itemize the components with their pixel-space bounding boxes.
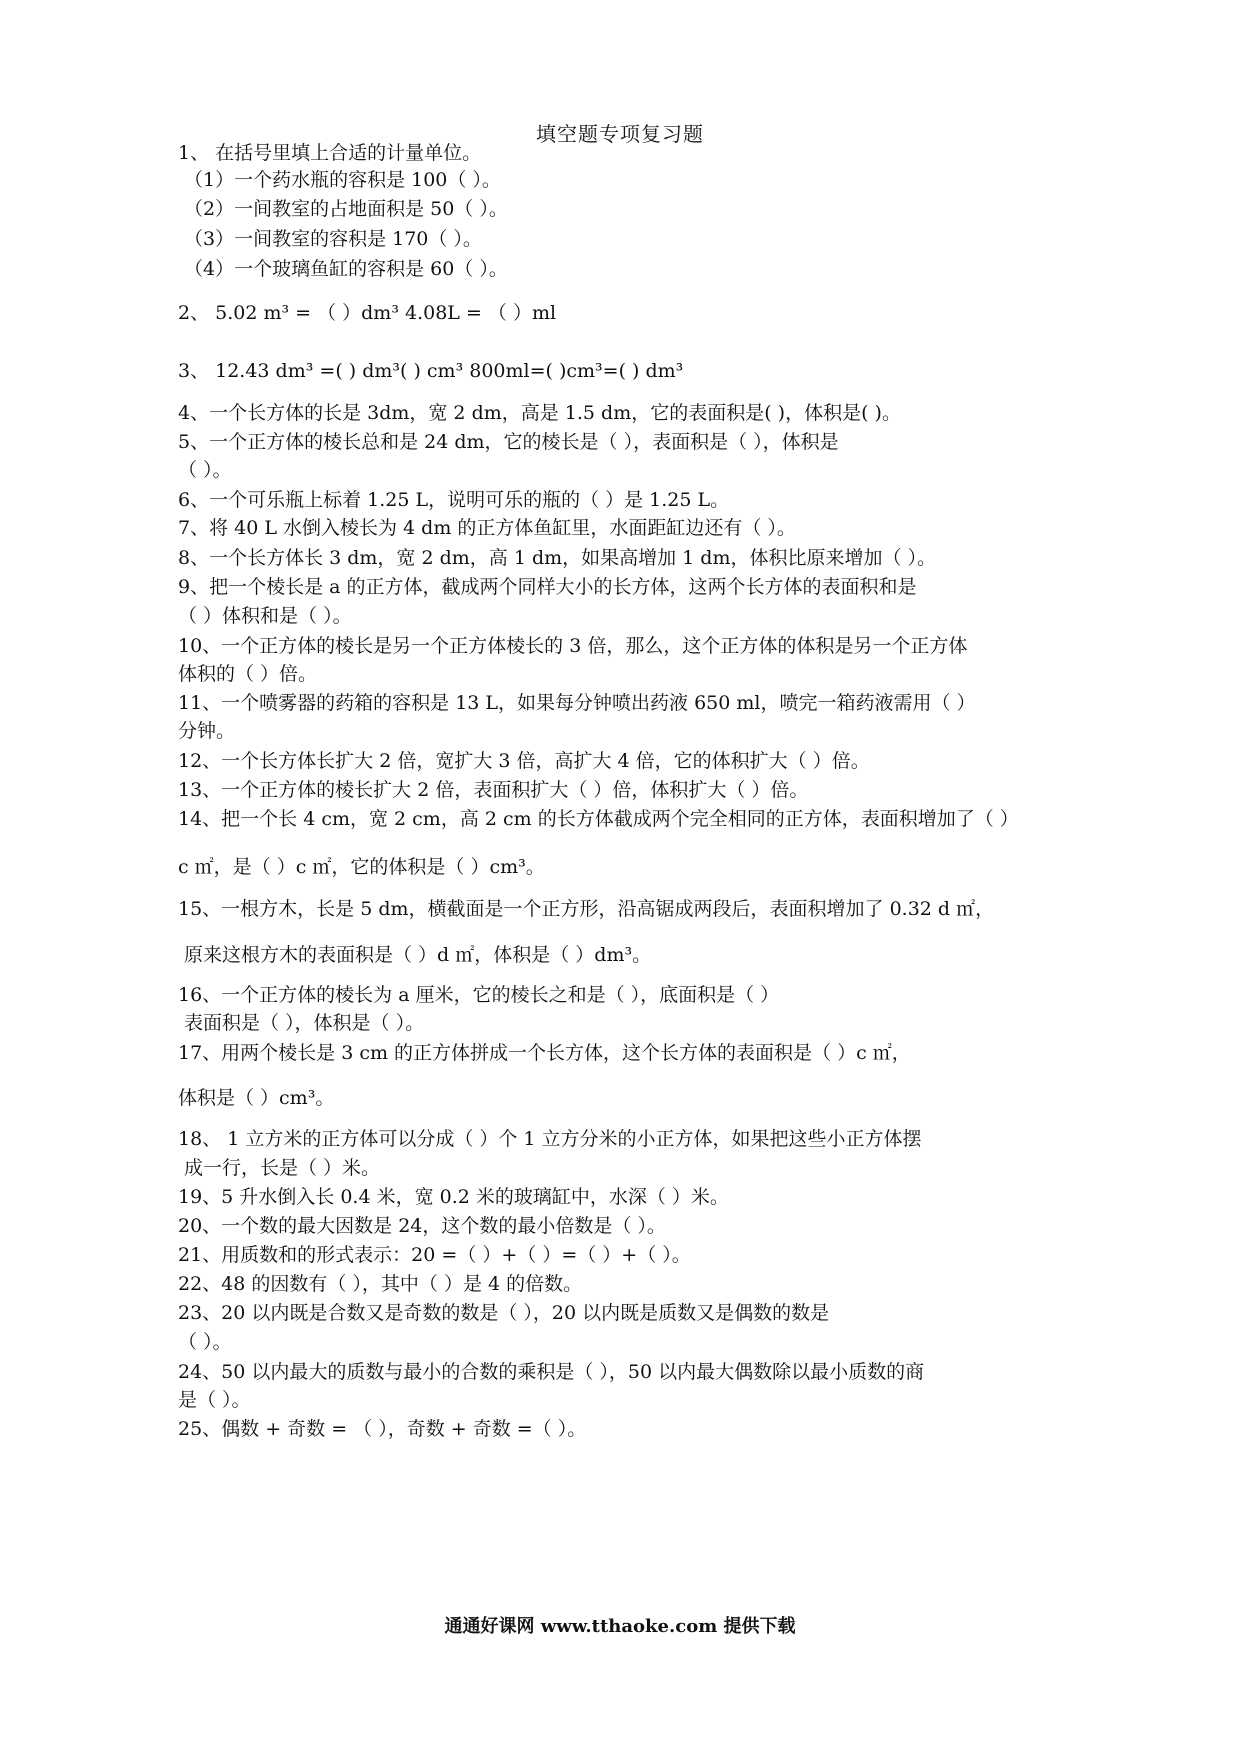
question-23-cont: （ ）。 bbox=[178, 1331, 232, 1353]
question-14-cont: c ㎡，是（ ）c ㎡，它的体积是（ ）cm³。 bbox=[178, 856, 545, 878]
question-16-cont: 表面积是（ ），体积是（ ）。 bbox=[184, 1012, 425, 1034]
question-24: 24、50 以内最大的质数与最小的合数的乘积是（ ），50 以内最大偶数除以最小质数的商 bbox=[178, 1361, 925, 1383]
question-3: 3、 12.43 dm³ =( ) dm³( ) cm³ 800ml=( )cm³=( ) dm³ bbox=[178, 360, 684, 382]
question-11: 11、一个喷雾器的药箱的容积是 13 L，如果每分钟喷出药液 650 ml，喷完一箱药液需用（ ） bbox=[178, 692, 976, 714]
question-14: 14、把一个长 4 cm，宽 2 cm，高 2 cm 的长方体截成两个完全相同的正方体，表面积增加了（ ） bbox=[178, 808, 1019, 830]
question-20: 20、一个数的最大因数是 24，这个数的最小倍数是（ ）。 bbox=[178, 1215, 666, 1237]
question-11-cont: 分钟。 bbox=[178, 720, 236, 742]
question-25: 25、偶数 + 奇数 = （ ），奇数 + 奇数 =（ ）。 bbox=[178, 1418, 587, 1440]
question-22: 22、48 的因数有（ ），其中（ ）是 4 的倍数。 bbox=[178, 1273, 583, 1295]
question-2: 2、 5.02 m³ = （ ）dm³ 4.08L = （ ）ml bbox=[178, 302, 557, 324]
question-15: 15、一根方木，长是 5 dm，横截面是一个正方形，沿高锯成两段后，表面积增加了 0.32 d ㎡， bbox=[178, 898, 995, 920]
question-15-cont: 原来这根方木的表面积是（ ）d ㎡，体积是（ ）dm³。 bbox=[184, 944, 652, 966]
question-17-cont: 体积是（ ）cm³。 bbox=[178, 1087, 335, 1109]
question-1-part-4: （4）一个玻璃鱼缸的容积是 60（ ）。 bbox=[184, 258, 508, 280]
question-18: 18、 1 立方米的正方体可以分成（ ）个 1 立方分米的小正方体，如果把这些小正方体摆 bbox=[178, 1128, 922, 1150]
question-8: 8、一个长方体长 3 dm，宽 2 dm，高 1 dm，如果高增加 1 dm，体积比原来增加（ ）。 bbox=[178, 547, 937, 569]
question-7: 7、将 40 L 水倒入棱长为 4 dm 的正方体鱼缸里，水面距缸边还有（ ）。 bbox=[178, 517, 796, 539]
question-24-cont: 是（ ）。 bbox=[178, 1389, 251, 1411]
question-1: 1、 在括号里填上合适的计量单位。 bbox=[178, 142, 482, 164]
question-19: 19、5 升水倒入长 0.4 米，宽 0.2 米的玻璃缸中，水深（ ）米。 bbox=[178, 1186, 729, 1208]
question-10: 10、一个正方体的棱长是另一个正方体棱长的 3 倍，那么，这个正方体的体积是另一个正方体 bbox=[178, 635, 968, 657]
question-23: 23、20 以内既是合数又是奇数的数是（ ），20 以内既是质数又是偶数的数是 bbox=[178, 1302, 830, 1324]
question-21: 21、用质数和的形式表示：20 =（ ）+（ ）=（ ）+（ ）。 bbox=[178, 1244, 691, 1266]
document-title: 填空题专项复习题 bbox=[536, 122, 704, 146]
question-1-part-3: （3）一间教室的容积是 170（ ）。 bbox=[184, 228, 482, 250]
question-16: 16、一个正方体的棱长为 a 厘米，它的棱长之和是（ ），底面积是（ ） bbox=[178, 984, 780, 1006]
question-5: 5、一个正方体的棱长总和是 24 dm，它的棱长是（ ），表面积是（ ），体积是 bbox=[178, 431, 839, 453]
question-18-cont: 成一行，长是（ ）米。 bbox=[184, 1157, 381, 1179]
question-12: 12、一个长方体长扩大 2 倍，宽扩大 3 倍，高扩大 4 倍，它的体积扩大（ ）倍。 bbox=[178, 750, 870, 772]
footer-credit: 通通好课网 www.tthaoke.com 提供下载 bbox=[444, 1616, 796, 1637]
question-9: 9、把一个棱长是 a 的正方体，截成两个同样大小的长方体，这两个长方体的表面积和是 bbox=[178, 576, 917, 598]
question-1-part-2: （2）一间教室的占地面积是 50（ ）。 bbox=[184, 198, 508, 220]
question-4: 4、一个长方体的长是 3dm，宽 2 dm，高是 1.5 dm，它的表面积是( )，体积是( )。 bbox=[178, 402, 901, 424]
question-13: 13、一个正方体的棱长扩大 2 倍，表面积扩大（ ）倍，体积扩大（ ）倍。 bbox=[178, 779, 809, 801]
question-5-cont: （ ）。 bbox=[178, 459, 232, 481]
question-9-cont: （ ）体积和是（ ）。 bbox=[178, 605, 352, 627]
question-17: 17、用两个棱长是 3 cm 的正方体拼成一个长方体，这个长方体的表面积是（ ）c ㎡， bbox=[178, 1042, 911, 1064]
question-10-cont: 体积的（ ）倍。 bbox=[178, 663, 318, 685]
question-1-part-1: （1）一个药水瓶的容积是 100（ ）。 bbox=[184, 169, 501, 191]
question-6: 6、一个可乐瓶上标着 1.25 L，说明可乐的瓶的（ ）是 1.25 L。 bbox=[178, 489, 730, 511]
